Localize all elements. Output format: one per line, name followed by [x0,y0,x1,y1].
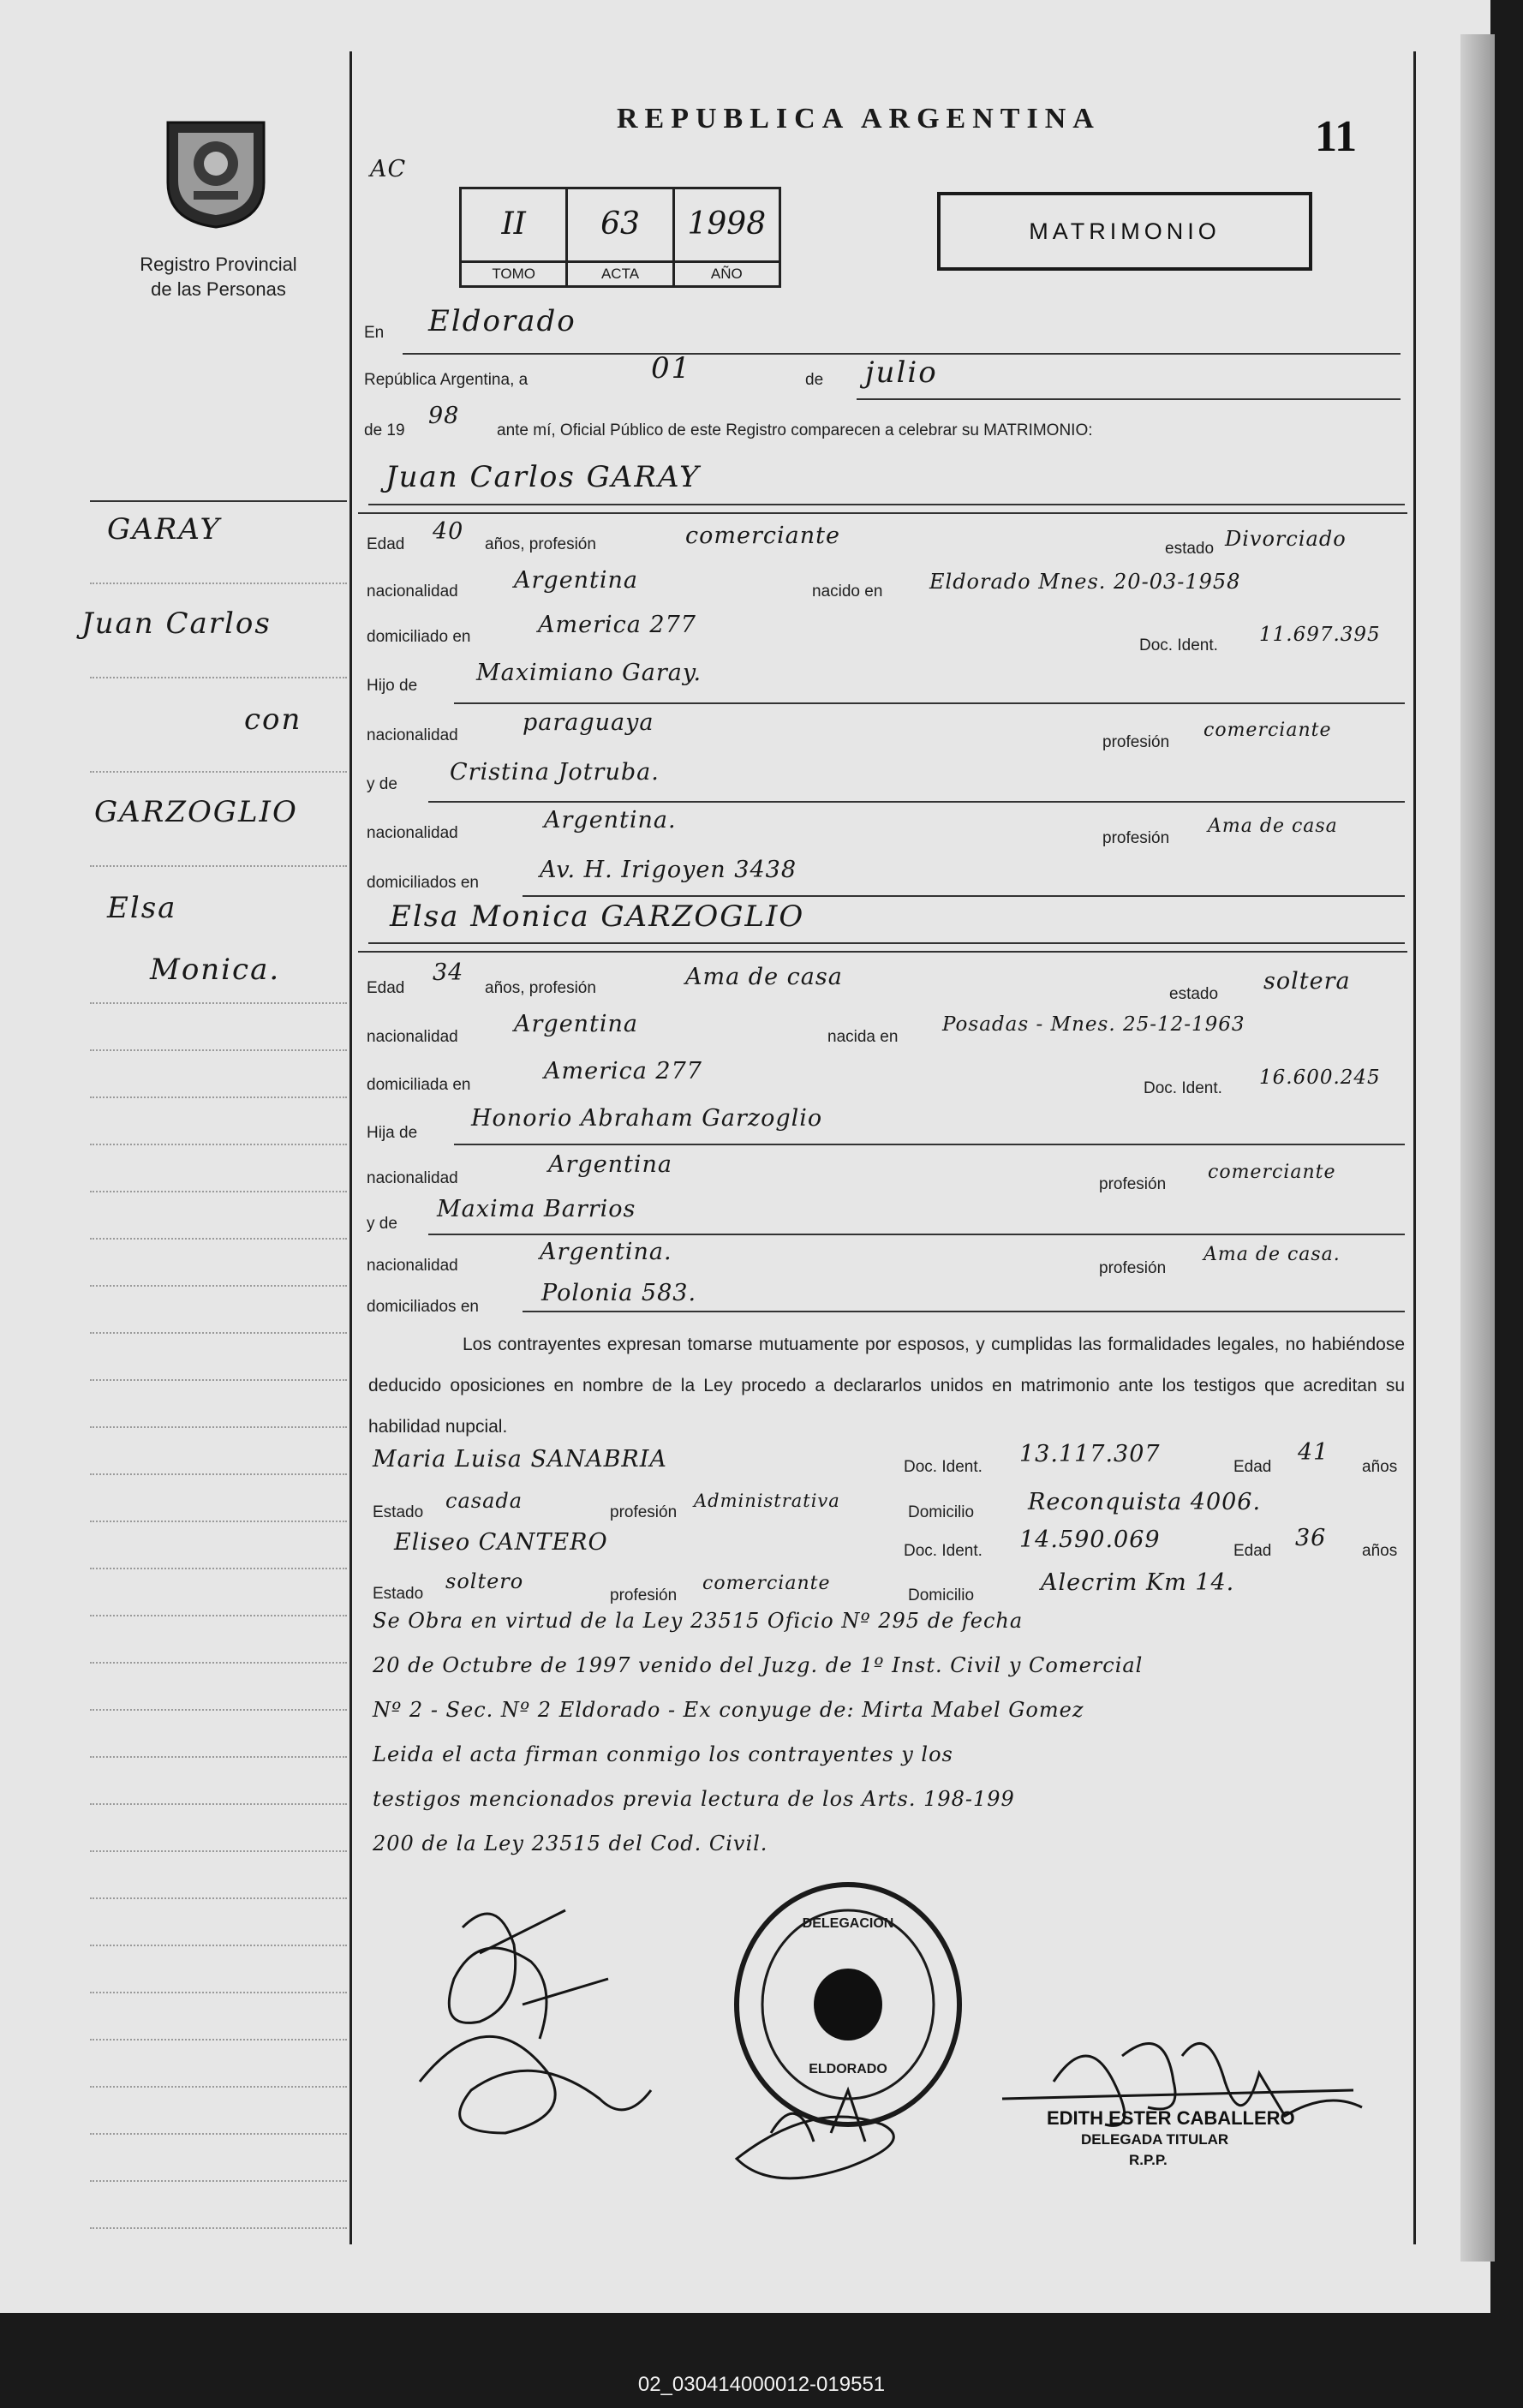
registry-caption [111,252,326,302]
witness1-estado: casada [445,1489,523,1513]
margin-rule [90,1096,347,1098]
bride-edad-label: Edad [367,979,405,997]
groom-age: 40 [433,518,464,545]
seal-text-bottom: ELDORADO [809,2062,887,2076]
year-suffix: 98 [428,403,460,429]
bride-father-nationality: Argentina [548,1151,673,1178]
groom-doc: 11.697.395 [1259,624,1381,646]
margin-top-rule [90,500,347,502]
groom-estado-label: estado [1165,540,1215,558]
groom-parents-line [523,895,1405,897]
page-number: 11 [1315,112,1358,161]
witness1-estado-label: Estado [373,1503,424,1521]
acta-value: 63 [600,206,640,242]
bride-name: Elsa Monica GARZOGLIO [390,899,805,934]
groom-birthplace: Eldorado Mnes. 20-03-1958 [929,570,1241,594]
groom-mother-prof-label: profesión [1102,829,1170,847]
margin-note: AC [370,156,407,182]
margin-rule [90,1568,347,1569]
groom-mother-nat-label: nacionalidad [367,824,458,842]
margin-rule [90,1144,347,1145]
registry-caption-line1: Registro Provincial [140,254,297,275]
bride-mother-line [428,1234,1405,1235]
day-value: 01 [651,351,692,385]
bride-nacida-label: nacida en [827,1028,899,1046]
witness2-estado: soltero [445,1569,524,1593]
bride-parents-dom-label: domiciliados en [367,1298,479,1316]
margin-rule [90,2039,347,2041]
margin-name-3: con [244,702,302,737]
republica-label: República Argentina, a [364,371,529,389]
groom-father-nat-label: nacionalidad [367,726,458,744]
bride-mother: Maxima Barrios [437,1196,636,1222]
registry-caption-line2: de las Personas [151,278,286,300]
groom-mother: Cristina Jotruba. [450,759,660,786]
margin-rule [90,1379,347,1381]
note-line-1: Se Obra en virtud de la Ley 23515 Oficio Nº 295 de fecha [373,1609,1024,1633]
declaration-text: Los contrayentes expresan tomarse mutuamente por esposos, y cumplidas las formalidades legales, no habiéndose deducido oposiciones en nombre de la Ley procedo a declararlos unidos en matrimonio ante los testigos que acreditan su habilidad nupcial. [368,1335,1405,1437]
place-value: Eldorado [428,304,576,338]
margin-name-2: Juan Carlos [81,606,272,641]
signatures-area [368,1876,1422,2236]
witness1-doc: 13.117.307 [1019,1441,1161,1467]
margin-rule [90,1238,347,1240]
witness2-address: Alecrim Km 14. [1041,1569,1235,1596]
groom-mother-line [428,801,1405,803]
margin-rule [90,1521,347,1522]
note-line-5: testigos mencionados previa lectura de los Arts. 198-199 [373,1787,1015,1811]
margin-rule [90,771,347,773]
bride-mother-nat-label: nacionalidad [367,1257,458,1275]
bride-nationality: Argentina [514,1011,639,1037]
signature-groom [420,1910,651,2133]
groom-edad-label: Edad [367,535,405,553]
signature-bride [737,2090,893,2178]
book-reference-box [459,187,781,288]
tomo-cell [462,189,568,285]
groom-profession: comerciante [685,523,840,549]
bride-hija-label: Hija de [367,1124,418,1142]
note-line-4: Leida el acta firman conmigo los contrayentes y los [373,1742,953,1766]
ano-label: AÑO [675,260,779,285]
witness2-profession: comerciante [702,1573,831,1594]
bride-dom-label: domiciliada en [367,1076,471,1094]
margin-rule [90,865,347,867]
witness1-edad-label: Edad [1233,1458,1272,1476]
witness2-dom-label: Domicilio [908,1586,975,1604]
groom-mother-nationality: Argentina. [544,807,677,834]
bride-doc-label: Doc. Ident. [1144,1079,1222,1097]
witness2-edad-label: Edad [1233,1542,1272,1560]
margin-name-1: GARAY [107,512,221,547]
groom-father-nationality: paraguaya [523,709,654,736]
bride-mother-profession: Ama de casa. [1203,1244,1341,1265]
groom-name: Juan Carlos GARAY [385,460,701,494]
witness1-prof-label: profesión [610,1503,678,1521]
tomo-label: TOMO [462,260,565,285]
witness2-doc-label: Doc. Ident. [904,1542,982,1560]
margin-rule [90,1473,347,1475]
official-office: R.P.P. [1129,2152,1168,2168]
groom-mother-profession: Ama de casa [1208,816,1338,837]
groom-anos-label: años, profesión [485,535,596,553]
groom-dom-label: domiciliado en [367,628,471,646]
groom-parents-address: Av. H. Irigoyen 3438 [540,857,797,883]
de-label: de [805,371,824,389]
bride-nat-label: nacionalidad [367,1028,458,1046]
bride-birthplace: Posadas - Mnes. 25-12-1963 [942,1013,1245,1036]
margin-rule [90,1756,347,1758]
margin-rule [90,583,347,584]
groom-nacido-label: nacido en [812,583,883,601]
ano-value: 1998 [687,206,767,242]
groom-nat-label: nacionalidad [367,583,458,601]
bride-mother-prof-label: profesión [1099,1259,1167,1277]
bride-profession: Ama de casa [685,964,843,990]
witness1-address: Reconquista 4006. [1028,1489,1262,1515]
bride-parents-address: Polonia 583. [541,1280,697,1306]
margin-name-4: GARZOGLIO [94,795,298,829]
groom-estado: Divorciado [1225,527,1347,551]
bride-estado: soltera [1263,968,1351,995]
bride-father: Honorio Abraham Garzoglio [471,1105,823,1132]
margin-divider [349,51,352,2244]
margin-rule [90,2180,347,2182]
bride-estado-label: estado [1169,985,1219,1003]
year-prefix: de 19 [364,421,405,439]
bride-father-profession: comerciante [1208,1162,1336,1183]
margin-rule [90,2227,347,2229]
margin-rule [90,1002,347,1004]
place-line [403,353,1401,355]
margin-rule [90,1049,347,1051]
witness1-dom-label: Domicilio [908,1503,975,1521]
bride-section-rule [358,951,1407,953]
groom-section-rule [358,512,1407,514]
groom-name-line [368,504,1405,505]
margin-rule [90,1191,347,1192]
official-name: EDITH ESTER CABALLERO [1047,2107,1295,2129]
margin-rule [90,1662,347,1664]
groom-doc-label: Doc. Ident. [1139,636,1218,654]
note-line-6: 200 de la Ley 23515 del Cod. Civil. [373,1831,768,1855]
margin-rule [90,1850,347,1852]
bride-mother-nationality: Argentina. [540,1239,672,1265]
ano-cell [675,189,779,285]
bride-parents-line [523,1311,1405,1312]
margin-rule [90,677,347,678]
country-title: REPUBLICA ARGENTINA [617,103,1101,134]
margin-rule [90,1426,347,1428]
margin-name-5: Elsa [107,891,177,925]
margin-rule [90,1992,347,1993]
bride-father-nat-label: nacionalidad [367,1169,458,1187]
witness1-name: Maria Luisa SANABRIA [373,1446,667,1473]
witness1-doc-label: Doc. Ident. [904,1458,982,1476]
margin-rule [90,2086,347,2088]
groom-father-prof-label: profesión [1102,733,1170,751]
bride-address: America 277 [544,1058,702,1084]
groom-father: Maximiano Garay. [476,660,702,686]
margin-name-6: Monica. [150,953,281,987]
groom-hijo-label: Hijo de [367,677,418,695]
witness2-doc: 14.590.069 [1019,1527,1161,1553]
margin-rule [90,1803,347,1805]
note-line-3: Nº 2 - Sec. Nº 2 Eldorado - Ex conyuge de: Mirta Mabel Gomez [373,1698,1084,1722]
witness2-name: Eliseo CANTERO [394,1529,608,1556]
acta-cell [568,189,674,285]
margin-rule [90,2133,347,2135]
image-id-footer: 02_030414000012-019551 [637,2373,886,2396]
witness2-prof-label: profesión [610,1586,678,1604]
bride-doc: 16.600.245 [1259,1067,1381,1089]
month-line [857,398,1401,400]
official-title: DELEGADA TITULAR [1081,2131,1229,2148]
book-page-edge [1460,34,1495,2262]
witness2-anos-label: años [1362,1542,1398,1560]
witness2-age: 36 [1295,1525,1327,1551]
witness1-profession: Administrativa [694,1491,840,1511]
witness1-age: 41 [1298,1439,1329,1466]
acta-label: ACTA [568,260,672,285]
margin-rule [90,1332,347,1334]
witness1-anos-label: años [1362,1458,1398,1476]
registry-seal-logo [159,114,272,230]
bride-yde-label: y de [367,1215,397,1233]
groom-yde-label: y de [367,775,397,793]
bride-father-prof-label: profesión [1099,1175,1167,1193]
bride-age: 34 [433,959,464,986]
margin-rule [90,1615,347,1616]
bride-father-line [454,1144,1405,1145]
groom-nationality: Argentina [514,567,639,594]
margin-rule [90,1945,347,1946]
seal-text-top: DELEGACION [802,1916,894,1931]
margin-rule [90,1897,347,1899]
witness2-estado-label: Estado [373,1585,424,1603]
record-type-box: MATRIMONIO [937,192,1312,271]
intro-sentence: ante mí, Oficial Público de este Registro comparecen a celebrar su MATRIMONIO: [497,421,1093,439]
bride-name-line [368,942,1405,944]
note-line-2: 20 de Octubre de 1997 venido del Juzg. de 1º Inst. Civil y Comercial [373,1653,1144,1677]
groom-father-profession: comerciante [1203,720,1332,741]
groom-parents-dom-label: domiciliados en [367,874,479,892]
groom-father-line [454,702,1405,704]
margin-rule [90,1285,347,1287]
tomo-value: II [501,206,526,242]
month-value: julio [865,356,938,390]
bride-anos-label: años, profesión [485,979,596,997]
groom-address: America 277 [538,612,696,638]
en-label: En [364,324,385,342]
margin-rule [90,1709,347,1711]
